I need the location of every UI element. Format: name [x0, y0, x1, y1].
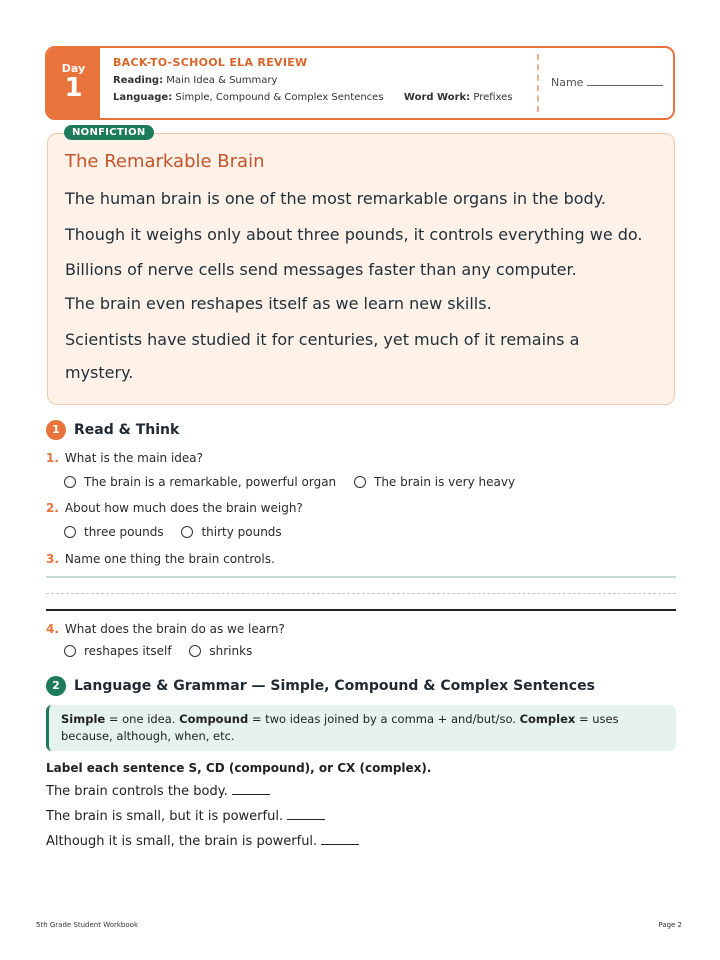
- name-blank[interactable]: [587, 85, 663, 86]
- reading-label: Reading:: [113, 75, 164, 86]
- section-title: Read & Think: [74, 422, 180, 438]
- question-number: 4.: [46, 622, 59, 636]
- passage-title: The Remarkable Brain: [65, 151, 265, 172]
- reading-line: [113, 75, 513, 86]
- wordwork-label: Word Work:: [403, 92, 471, 103]
- header-divider: [537, 54, 539, 112]
- complex-term: Complex: [519, 712, 576, 726]
- question-1-options: [64, 475, 529, 489]
- radio-circle-icon[interactable]: [189, 645, 201, 657]
- complex-definition: = uses because, although, when, etc.: [61, 712, 619, 743]
- label-instruction: Label each sentence S, CD (compound), or CX (complex).: [46, 761, 432, 775]
- footer-page-number: Page 2: [658, 921, 682, 929]
- question-text: What is the main idea?: [64, 451, 204, 465]
- name-field[interactable]: [551, 76, 663, 89]
- answer-line-top[interactable]: [46, 576, 676, 578]
- radio-circle-icon[interactable]: [64, 476, 76, 488]
- wordwork-value: Prefixes: [473, 92, 513, 103]
- answer-line-dashed[interactable]: [46, 593, 676, 594]
- day-badge: [47, 48, 100, 118]
- answer-option[interactable]: [189, 644, 252, 658]
- sentence-item: [46, 809, 325, 824]
- option-label: thirty pounds: [201, 525, 282, 539]
- worksheet-header: [45, 46, 675, 120]
- option-label: reshapes itself: [84, 644, 172, 658]
- passage-line: Billions of nerve cells send messages faster than any computer.: [65, 260, 577, 279]
- simple-term: Simple: [61, 712, 106, 726]
- question-3: [46, 552, 275, 566]
- radio-circle-icon[interactable]: [181, 526, 193, 538]
- passage-box: [47, 133, 675, 405]
- sentence-text: Although it is small, the brain is powerful.: [46, 834, 318, 849]
- question-2-options: [64, 525, 296, 539]
- section-number-badge: 2: [46, 676, 66, 696]
- answer-option[interactable]: [64, 475, 336, 489]
- day-number: 1: [64, 73, 83, 103]
- reading-value: Main Idea & Summary: [166, 75, 278, 86]
- question-text: What does the brain do as we learn?: [64, 622, 285, 636]
- section-language-grammar: [46, 676, 595, 696]
- question-2: [46, 501, 303, 515]
- header-info: [113, 56, 513, 103]
- option-label: three pounds: [84, 525, 164, 539]
- passage-line: Though it weighs only about three pounds, it controls everything we do.: [65, 225, 643, 244]
- answer-option[interactable]: [64, 644, 172, 658]
- compound-definition: = two ideas joined by a comma + and/but/so.: [248, 712, 520, 726]
- question-4: [46, 622, 285, 636]
- question-number: 3.: [46, 552, 59, 566]
- sentence-item: [46, 784, 270, 799]
- question-number: 2.: [46, 501, 59, 515]
- option-label: The brain is a remarkable, powerful organ: [84, 475, 337, 489]
- passage-line: The brain even reshapes itself as we learn new skills.: [65, 294, 492, 313]
- compound-term: Compound: [179, 712, 249, 726]
- simple-definition: = one idea.: [105, 712, 180, 726]
- answer-option[interactable]: [181, 525, 281, 539]
- worksheet-title: BACK-TO-SCHOOL ELA REVIEW: [113, 56, 308, 69]
- answer-option[interactable]: [354, 475, 515, 489]
- radio-circle-icon[interactable]: [354, 476, 366, 488]
- radio-circle-icon[interactable]: [64, 645, 76, 657]
- language-value: Simple, Compound & Complex Sentences: [175, 92, 384, 103]
- passage-line: mystery.: [65, 363, 134, 382]
- footer-workbook-title: 5th Grade Student Workbook: [36, 921, 138, 929]
- section-read-think: [46, 420, 179, 440]
- section-number-badge: 1: [46, 420, 66, 440]
- grammar-tip-box: [46, 705, 676, 751]
- radio-circle-icon[interactable]: [64, 526, 76, 538]
- answer-option[interactable]: [64, 525, 164, 539]
- answer-line-base[interactable]: [46, 609, 676, 611]
- question-text: About how much does the brain weigh?: [64, 501, 303, 515]
- section-title: Language & Grammar — Simple, Compound & Complex Sentences: [74, 678, 595, 694]
- sentence-item: [46, 834, 359, 849]
- passage-line: The human brain is one of the most remarkable organs in the body.: [65, 189, 606, 208]
- sentence-answer-blank[interactable]: [321, 844, 359, 845]
- passage-line: Scientists have studied it for centuries, yet much of it remains a: [65, 330, 580, 349]
- question-4-options: [64, 644, 266, 658]
- language-line: [113, 92, 513, 103]
- question-text: Name one thing the brain controls.: [64, 552, 275, 566]
- sentence-answer-blank[interactable]: [287, 819, 325, 820]
- day-label: Day: [61, 62, 86, 75]
- question-number: 1.: [46, 451, 59, 465]
- option-label: shrinks: [209, 644, 253, 658]
- sentence-text: The brain is small, but it is powerful.: [46, 809, 284, 824]
- sentence-text: The brain controls the body.: [46, 784, 228, 799]
- name-label: Name: [551, 76, 584, 89]
- option-label: The brain is very heavy: [373, 475, 516, 489]
- sentence-answer-blank[interactable]: [232, 794, 270, 795]
- question-1: [46, 451, 203, 465]
- language-label: Language:: [113, 92, 173, 103]
- nonfiction-tag: NONFICTION: [64, 125, 154, 140]
